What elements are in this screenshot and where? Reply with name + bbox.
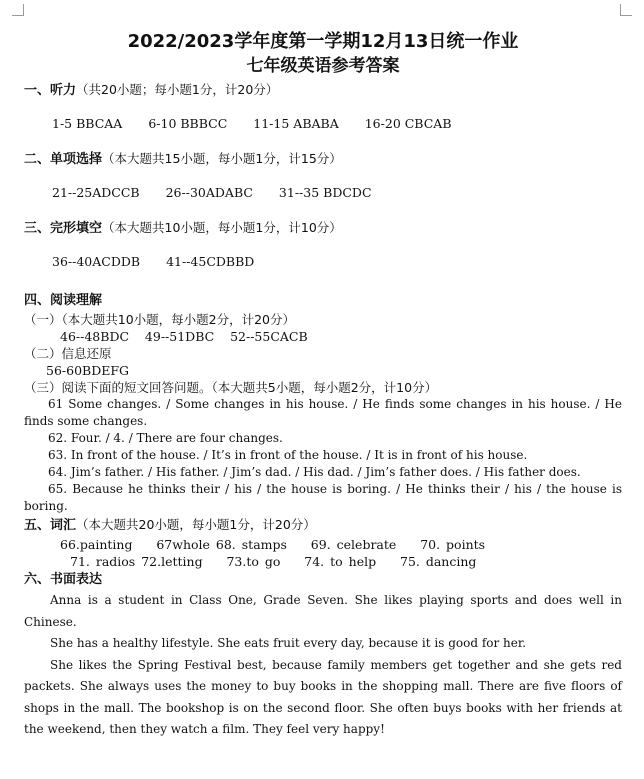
crop-mark-top-right [620, 4, 632, 16]
reading-answer-65: 65. Because he thinks their / his / the house is boring. / He thinks their / his / the house is boring. [24, 482, 622, 513]
reading-part2-label: （二）信息还原 [24, 346, 112, 361]
section-listening-heading [24, 80, 622, 101]
answer-group: 11-15 ABABA [253, 116, 339, 131]
section-title: 四、阅读理解 [24, 293, 103, 308]
document-subtitle: 七年级英语参考答案 [246, 56, 400, 76]
essay-paragraph: She has a healthy lifestyle. She eats fruit every day, because it is good for her. [50, 636, 527, 650]
section-note: （本大题共15小题，每小题1分，计15分） [102, 151, 342, 166]
essay-paragraph: She likes the Spring Festival best, because family members get together and she gets red packets. She always uses the money to buy books in the shopping mall. There are five floors of shops in the mall. The bookshop is on the second floor. She often buys books with her friends at the weekend, then they watch a film. They feel very happy! [24, 657, 622, 736]
answer-group: 1-5 BBCAA [52, 116, 123, 131]
section-cloze-heading [24, 218, 622, 239]
answer-group: 31--35 BDCDC [278, 185, 372, 200]
listening-answers [24, 115, 622, 133]
answer-group: 41--45CDBBD [166, 254, 255, 269]
answer-sheet-page [24, 30, 622, 741]
section-note: （本大题共20小题，每小题1分，计20分） [76, 517, 316, 532]
vocabulary-answers-line1: 66.painting 67whole 68. stamps 69. celebrate 70. points [60, 537, 486, 552]
answer-group: 36--40ACDDB [52, 254, 141, 269]
section-writing-heading [24, 570, 622, 590]
reading-part1-label: （一）（本大题共10小题，每小题2分，计20分） [24, 312, 296, 327]
section-note: （共20小题；每小题1分，计20分） [76, 82, 279, 97]
essay-paragraph: Anna is a student in Class One, Grade Seven. She likes playing sports and does well in Chinese. [24, 593, 622, 629]
section-title: 三、完形填空 [24, 221, 103, 236]
section-note: （本大题共10小题，每小题1分，计10分） [102, 220, 342, 235]
reading-answer-62: 62. Four. / 4. / There are four changes. [48, 431, 283, 445]
section-title: 六、书面表达 [24, 572, 103, 587]
vocabulary-answers-line2: 71. radios 72.letting 73.to go 74. to help 75. dancing [70, 554, 477, 569]
reading-part2-answers: 56-60BDEFG [46, 363, 130, 378]
crop-mark-top-left [12, 4, 24, 16]
cloze-answers [24, 253, 622, 271]
single-choice-answers [24, 184, 622, 202]
reading-answer-61: 61 Some changes. / Some changes in his house. / He finds some changes in his house. / He finds some changes. [24, 397, 622, 428]
model-essay [24, 590, 622, 741]
section-title: 五、词汇 [24, 518, 77, 533]
reading-answer-64: 64. Jim’s father. / His father. / Jim’s dad. / His dad. / Jim’s father does. / His father does. [48, 465, 581, 479]
reading-answer-63: 63. In front of the house. / It’s in front of the house. / It is in front of his house. [48, 448, 528, 462]
section-reading-heading [24, 291, 622, 311]
section-title: 二、单项选择 [24, 152, 103, 167]
answer-group: 26--30ADABC [165, 185, 253, 200]
section-title: 一、听力 [24, 83, 77, 98]
answer-group: 16-20 CBCAB [364, 116, 452, 131]
reading-part3-label: （三）阅读下面的短文回答问题。（本大题共5小题，每小题2分，计10分） [24, 380, 438, 395]
document-title: 2022/2023学年度第一学期12月13日统一作业 [127, 31, 519, 52]
answer-group: 21--25ADCCB [52, 185, 140, 200]
reading-part1-answers: 46--48BDC 49--51DBC 52--55CACB [60, 329, 308, 344]
section-vocabulary-heading [24, 515, 622, 536]
answer-group: 6-10 BBBCC [148, 116, 228, 131]
section-single-choice-heading [24, 149, 622, 170]
